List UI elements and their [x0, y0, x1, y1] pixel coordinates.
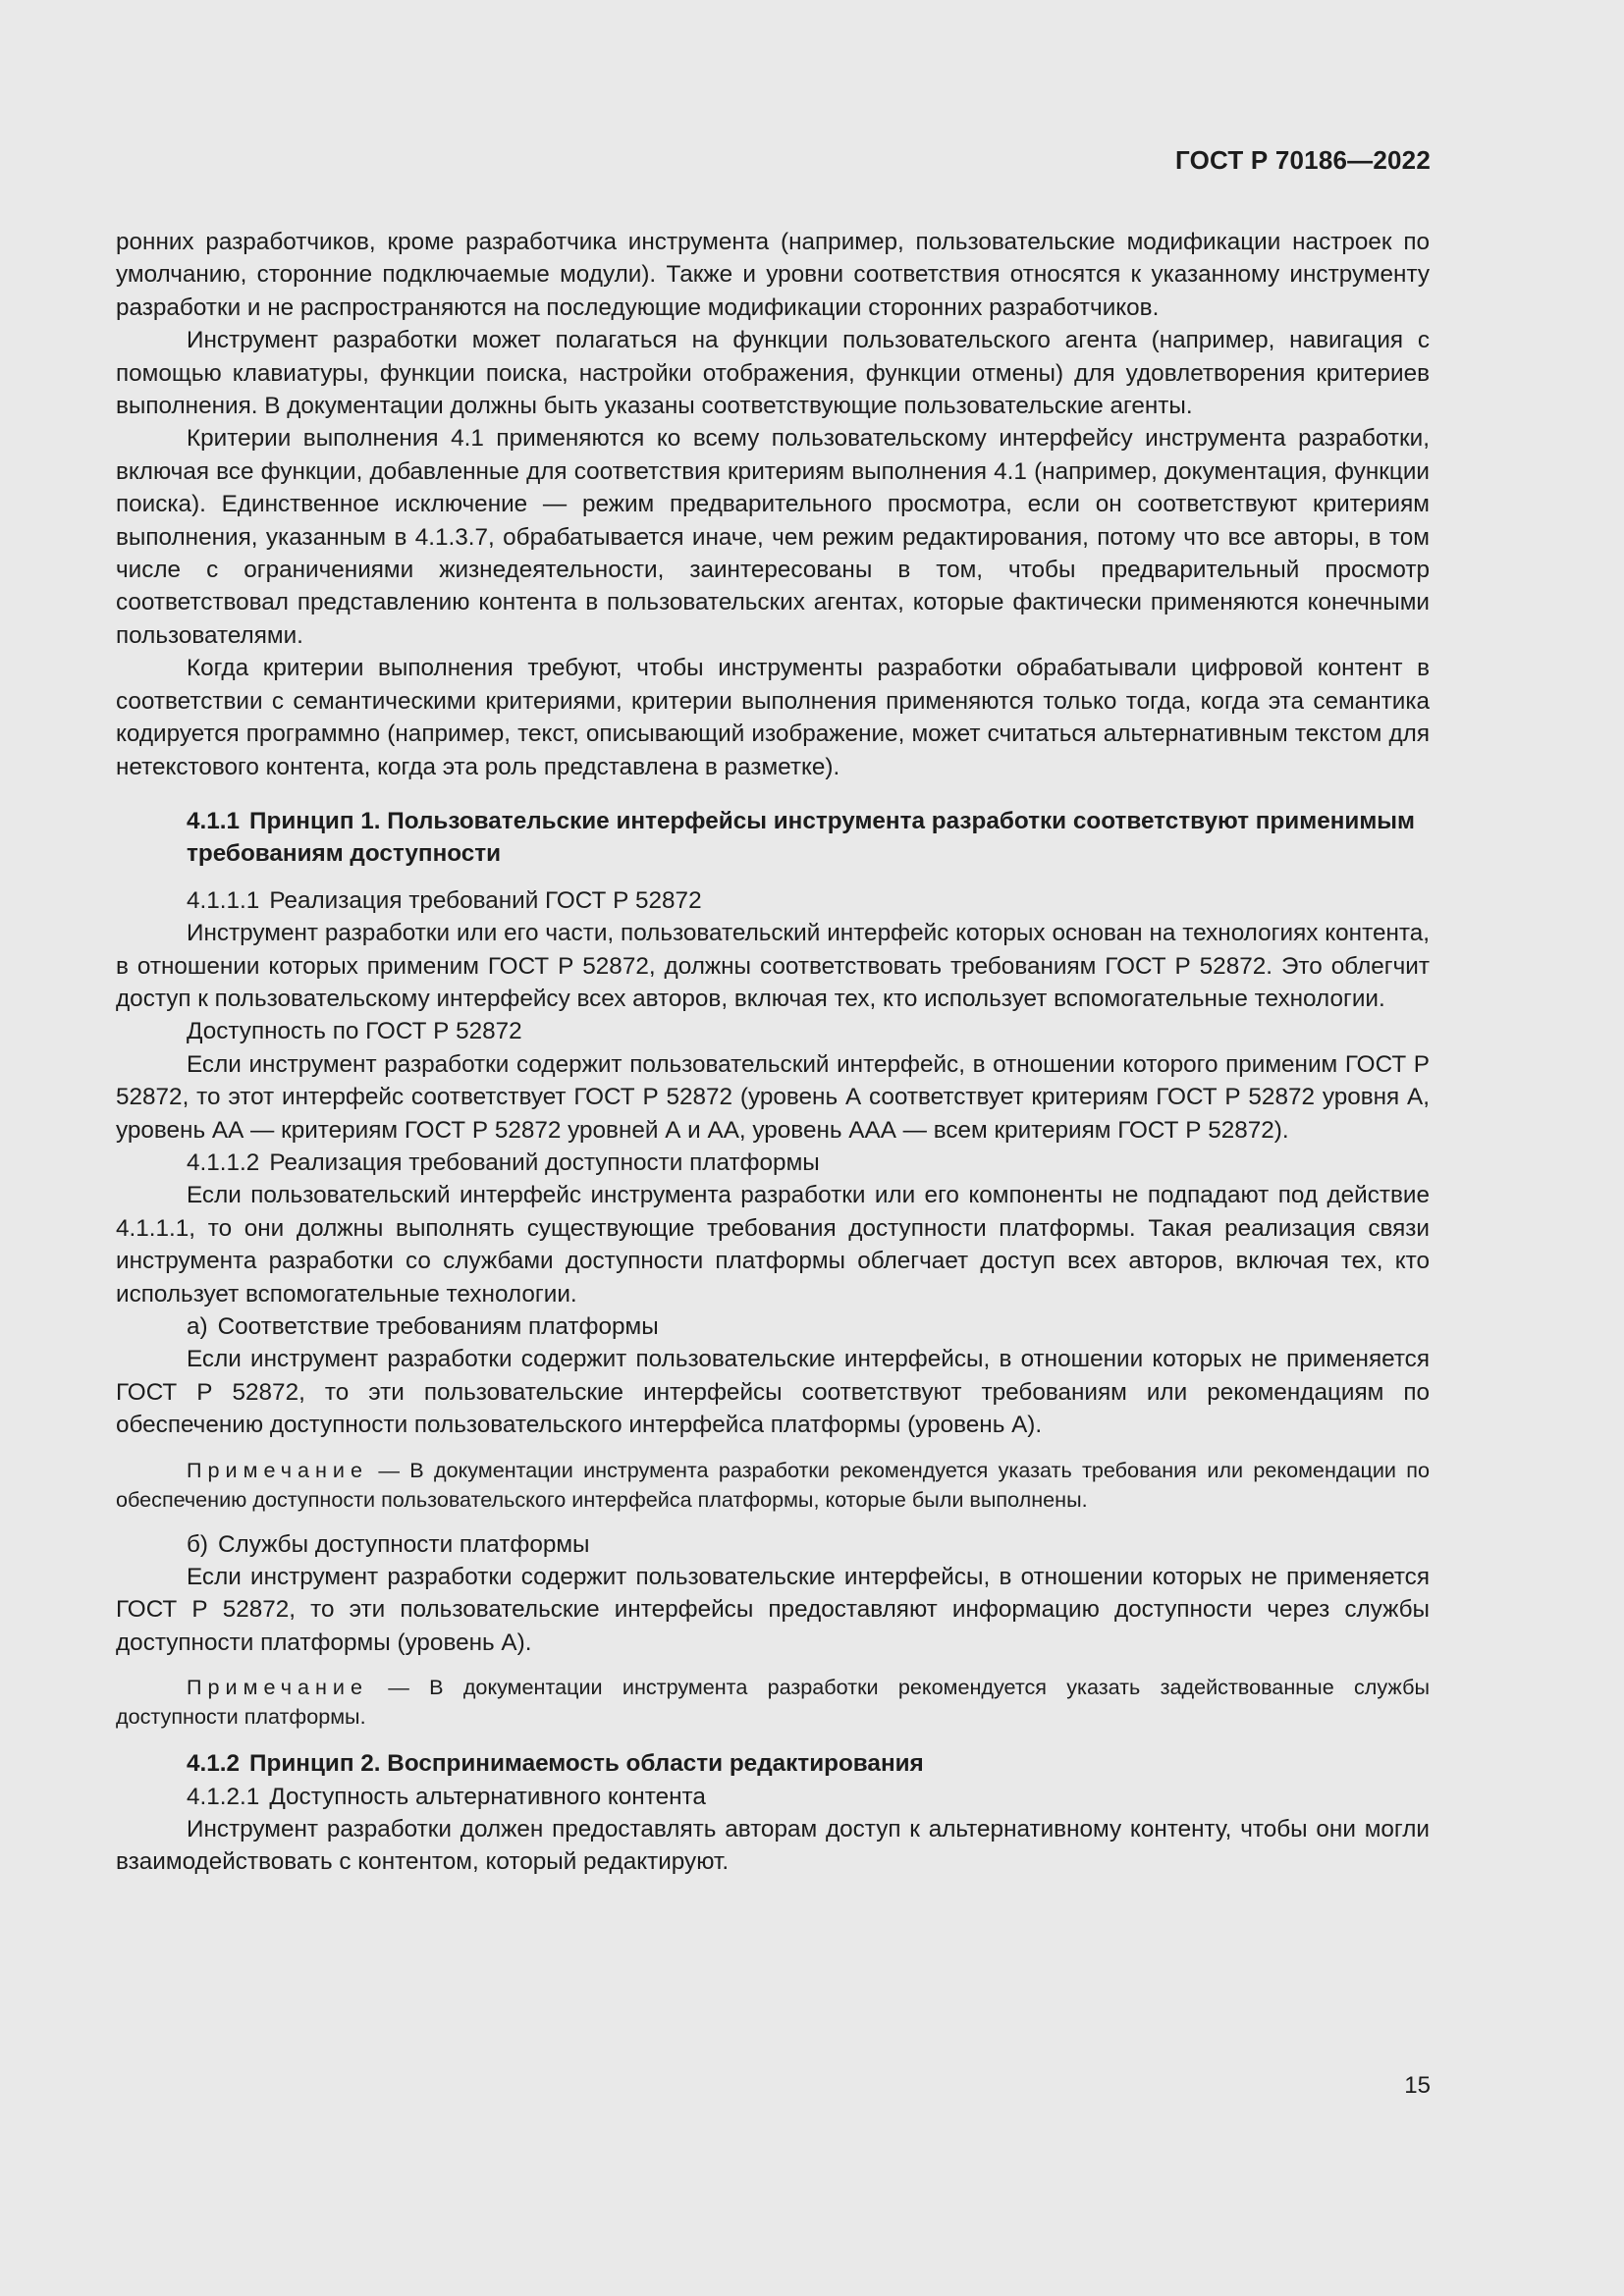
paragraph: Критерии выполнения 4.1 применяются ко всему пользовательскому интерфейсу инструмента разработки, включая все функции, добавленные для соответствия критериям выполнения 4.1 (например, документация, функции поиска). Единственное исключение — режим предварительного просмотра, если он соответствуют критериям выполнения, указанным в 4.1.3.7, обрабатывается иначе, чем режим редактирования, потому что все авторы, в том числе с ограничениями жизнедеятельности, заинтересованы в том, чтобы предварительный просмотр соответствовал представлению контента в пользовательских агентах, которые фактически применяются конечными пользователями.	[116, 425, 1430, 649]
section-number: 4.1.2	[187, 1750, 241, 1778]
note-label: Примечание	[187, 1457, 368, 1482]
note	[116, 1673, 1430, 1732]
list-item-a	[116, 1310, 1430, 1343]
paragraph: Если инструмент разработки содержит пользовательские интерфейсы, в отношении которых не применяется ГОСТ Р 52872, то эти пользовательские интерфейсы предоставляют информацию доступности через службы доступности платформы (уровень А).	[116, 1564, 1430, 1656]
list-item-title: Службы доступности платформы	[218, 1530, 590, 1558]
paragraph: Если инструмент разработки содержит пользовательские интерфейсы, в отношении которых не применяется ГОСТ Р 52872, то эти пользовательские интерфейсы соответствуют требованиям или рекомендациям по обеспечению доступности пользовательского интерфейса платформы (уровень А).	[116, 1346, 1430, 1439]
note-text: — В документации инструмента разработки рекомендуется указать требования или рекомендации по обеспечению доступности пользовательского интерфейса платформы, которые были выполнены.	[116, 1457, 1431, 1512]
paragraph: ронних разработчиков, кроме разработчика инструмента (например, пользовательские модификации настроек по умолчанию, сторонние подключаемые модули). Также и уровни соответствия относятся к указанному инструменту разработки и не распространяются на последующие модификации сторонних разработчиков.	[116, 229, 1430, 321]
note	[116, 1456, 1430, 1515]
document-header: ГОСТ Р 70186—2022	[1175, 145, 1431, 175]
section-number: 4.1.1	[187, 807, 241, 834]
list-item-title: Соответствие требованиям платформы	[217, 1313, 659, 1340]
section-heading-4-1-1	[116, 805, 1430, 871]
list-marker: б)	[187, 1530, 209, 1558]
subsection-number: 4.1.2.1	[187, 1783, 260, 1810]
note-text: — В документации инструмента разработки рекомендуется указать задействованные службы доступности платформы.	[116, 1675, 1430, 1730]
list-marker: а)	[187, 1313, 208, 1340]
subsection-number: 4.1.1.1	[187, 886, 260, 914]
paragraph: Инструмент разработки может полагаться на функции пользовательского агента (например, навигация с помощью клавиатуры, функции поиска, настройки отображения, функции отмены) для удовлетворения критериев выполнения. В документации должны быть указаны соответствующие пользовательские агенты.	[116, 327, 1430, 420]
paragraph: Инструмент разработки должен предоставлять авторам доступ к альтернативному контенту, чтобы они могли взаимодействовать с контентом, который редактируют.	[116, 1816, 1430, 1876]
section-title: Принцип 2. Воспринимаемость области редактирования	[249, 1750, 924, 1778]
page-number: 15	[1404, 2072, 1431, 2099]
availability-title: Доступность по ГОСТ Р 52872	[187, 1018, 522, 1045]
paragraph: Если пользовательский интерфейс инструмента разработки или его компоненты не подпадают под действие 4.1.1.1, то они должны выполнять существующие требования доступности платформы. Такая реализация связи инструмента разработки со службами доступности платформы облегчает доступ всех авторов, включая тех, кто использует вспомогательные технологии.	[116, 1182, 1430, 1308]
subsection-heading-4-1-1-2	[116, 1147, 1430, 1179]
subsection-title: Доступность альтернативного контента	[269, 1783, 706, 1810]
section-title: Принцип 1. Пользовательские интерфейсы инструмента разработки соответствуют применимым требованиям доступности	[187, 807, 1416, 868]
subsection-number: 4.1.1.2	[187, 1148, 260, 1176]
subsection-heading-4-1-2-1	[116, 1781, 1430, 1813]
paragraph: Если инструмент разработки содержит пользовательский интерфейс, в отношении которого применим ГОСТ Р 52872, то этот интерфейс соответствует ГОСТ Р 52872 (уровень А соответствует критериям ГОСТ Р 52872 уровня А, уровень АА — критериям ГОСТ Р 52872 уровней А и АА, уровень ААА — всем критериям ГОСТ Р 52872).	[116, 1050, 1430, 1144]
document-body	[116, 226, 1430, 1879]
subsection-heading-4-1-1-1	[116, 884, 1430, 917]
subsection-title: Реализация требований доступности платформы	[269, 1148, 820, 1176]
section-heading-4-1-2	[116, 1747, 1430, 1780]
subsection-title: Реализация требований ГОСТ Р 52872	[269, 886, 702, 914]
list-item-b	[116, 1528, 1430, 1561]
note-label: Примечание	[187, 1675, 368, 1700]
paragraph: Инструмент разработки или его части, пользовательский интерфейс которых основан на технологиях контента, в отношении которых применим ГОСТ Р 52872, должны соответствовать требованиям ГОСТ Р 52872. Это облегчит доступ к пользовательскому интерфейсу всех авторов, включая тех, кто использует вспомогательные технологии.	[116, 920, 1430, 1012]
paragraph: Когда критерии выполнения требуют, чтобы инструменты разработки обрабатывали цифровой контент в соответствии с семантическими критериями, критерии выполнения применяются только тогда, когда эта семантика кодируется программно (например, текст, описывающий изображение, может считаться альтернативным текстом для нетекстового контента, когда эта роль представлена в разметке).	[116, 655, 1430, 780]
